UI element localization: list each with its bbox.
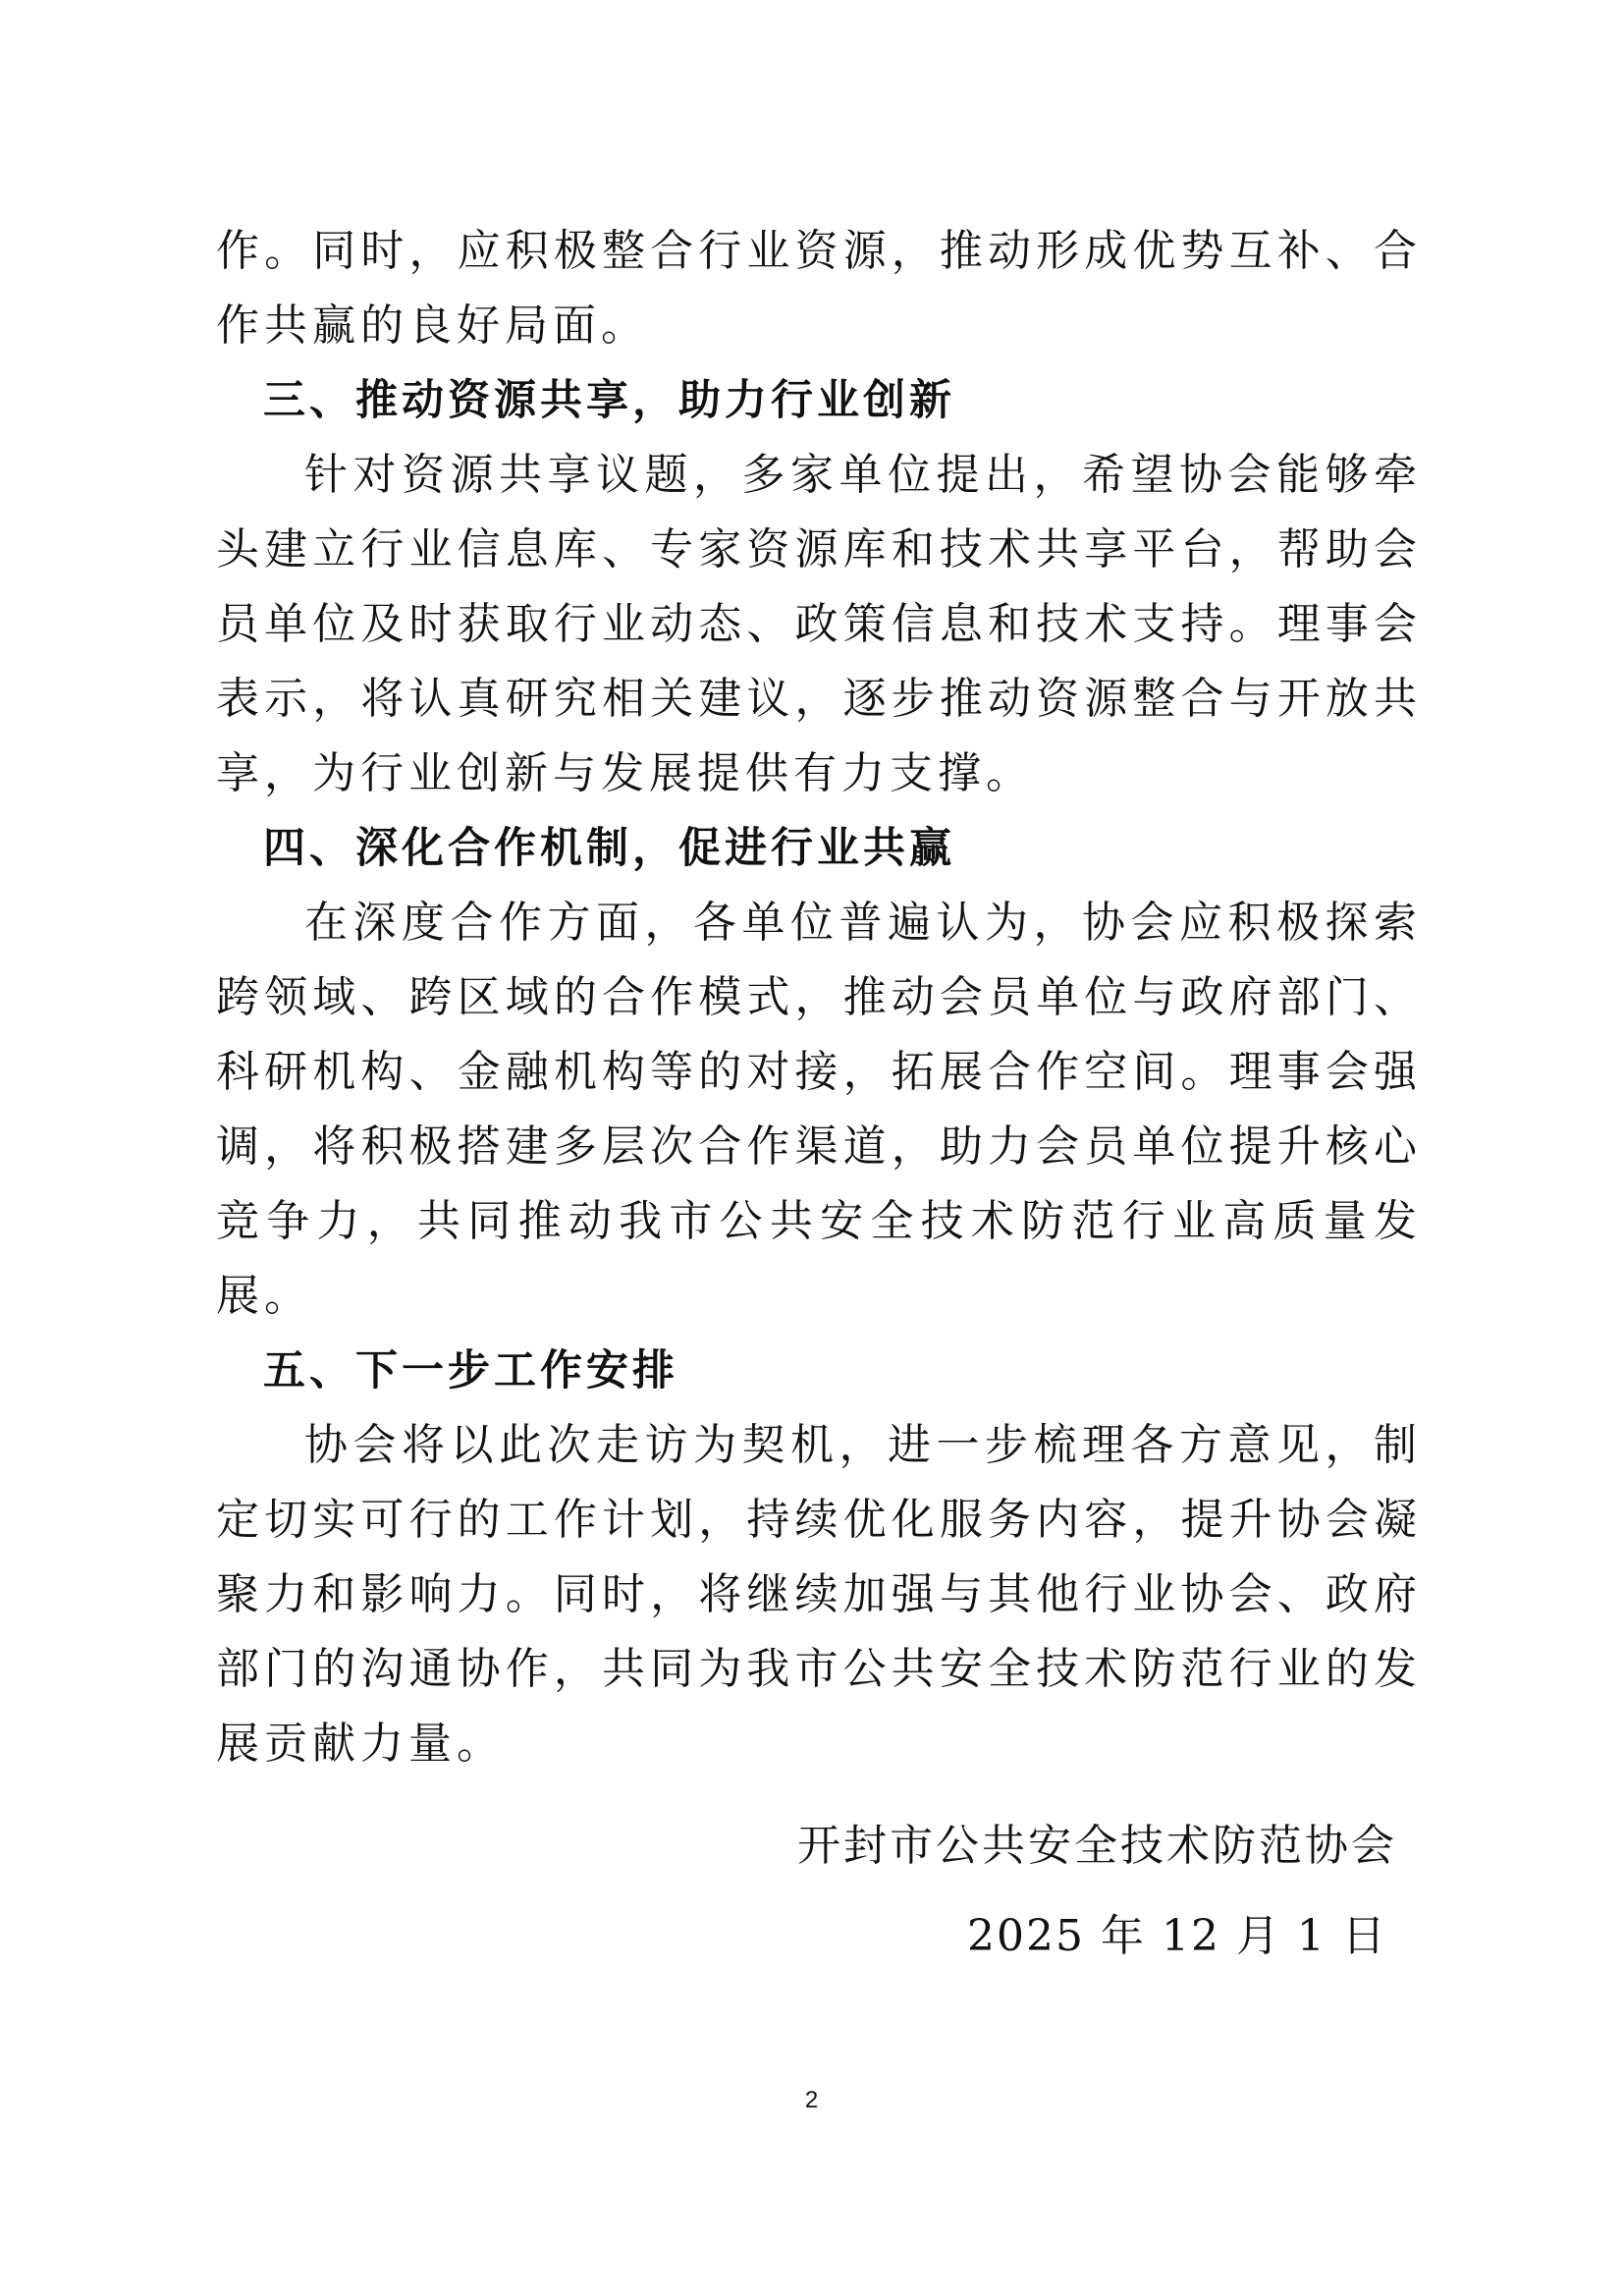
paragraph-next-steps: 协会将以此次走访为契机，进一步梳理各方意见，制定切实可行的工作计划，持续优化服务内容，提升协会凝聚力和影响力。同时，将继续加强与其他行业协会、政府部门的沟通协作，共同为我市公共安全技术防范行业的发展贡献力量。 bbox=[216, 1420, 1422, 1769]
section-heading-4: 四、深化合作机制，促进行业共赢 bbox=[263, 824, 955, 873]
paragraph-continuation: 作。同时，应积极整合行业资源，推动形成优势互补、合作共赢的良好局面。 bbox=[216, 226, 1422, 351]
page-number: 2 bbox=[804, 2087, 819, 2113]
section-heading-5: 五、下一步工作安排 bbox=[263, 1346, 678, 1395]
section-heading-3: 三、推动资源共享，助力行业创新 bbox=[263, 376, 955, 425]
paragraph-resource-sharing: 针对资源共享议题，多家单位提出，希望协会能够牵头建立行业信息库、专家资源库和技术共享平台，帮助会员单位及时获取行业动态、政策信息和技术支持。理事会表示，将认真研究相关建议，逐步推动资源整合与开放共享，为行业创新与发展提供有力支撑。 bbox=[216, 450, 1422, 798]
paragraph-cooperation: 在深度合作方面，各单位普遍认为，协会应积极探索跨领域、跨区域的合作模式，推动会员单位与政府部门、科研机构、金融机构等的对接，拓展合作空间。理事会强调，将积极搭建多层次合作渠道，助力会员单位提升核心竞争力，共同推动我市公共安全技术防范行业高质量发展。 bbox=[216, 898, 1422, 1321]
document-body bbox=[216, 214, 1422, 1781]
signature-date: 2025 年 12 月 1 日 bbox=[967, 1911, 1387, 1961]
signature-organization: 开封市公共安全技术防范协会 bbox=[797, 1821, 1397, 1871]
